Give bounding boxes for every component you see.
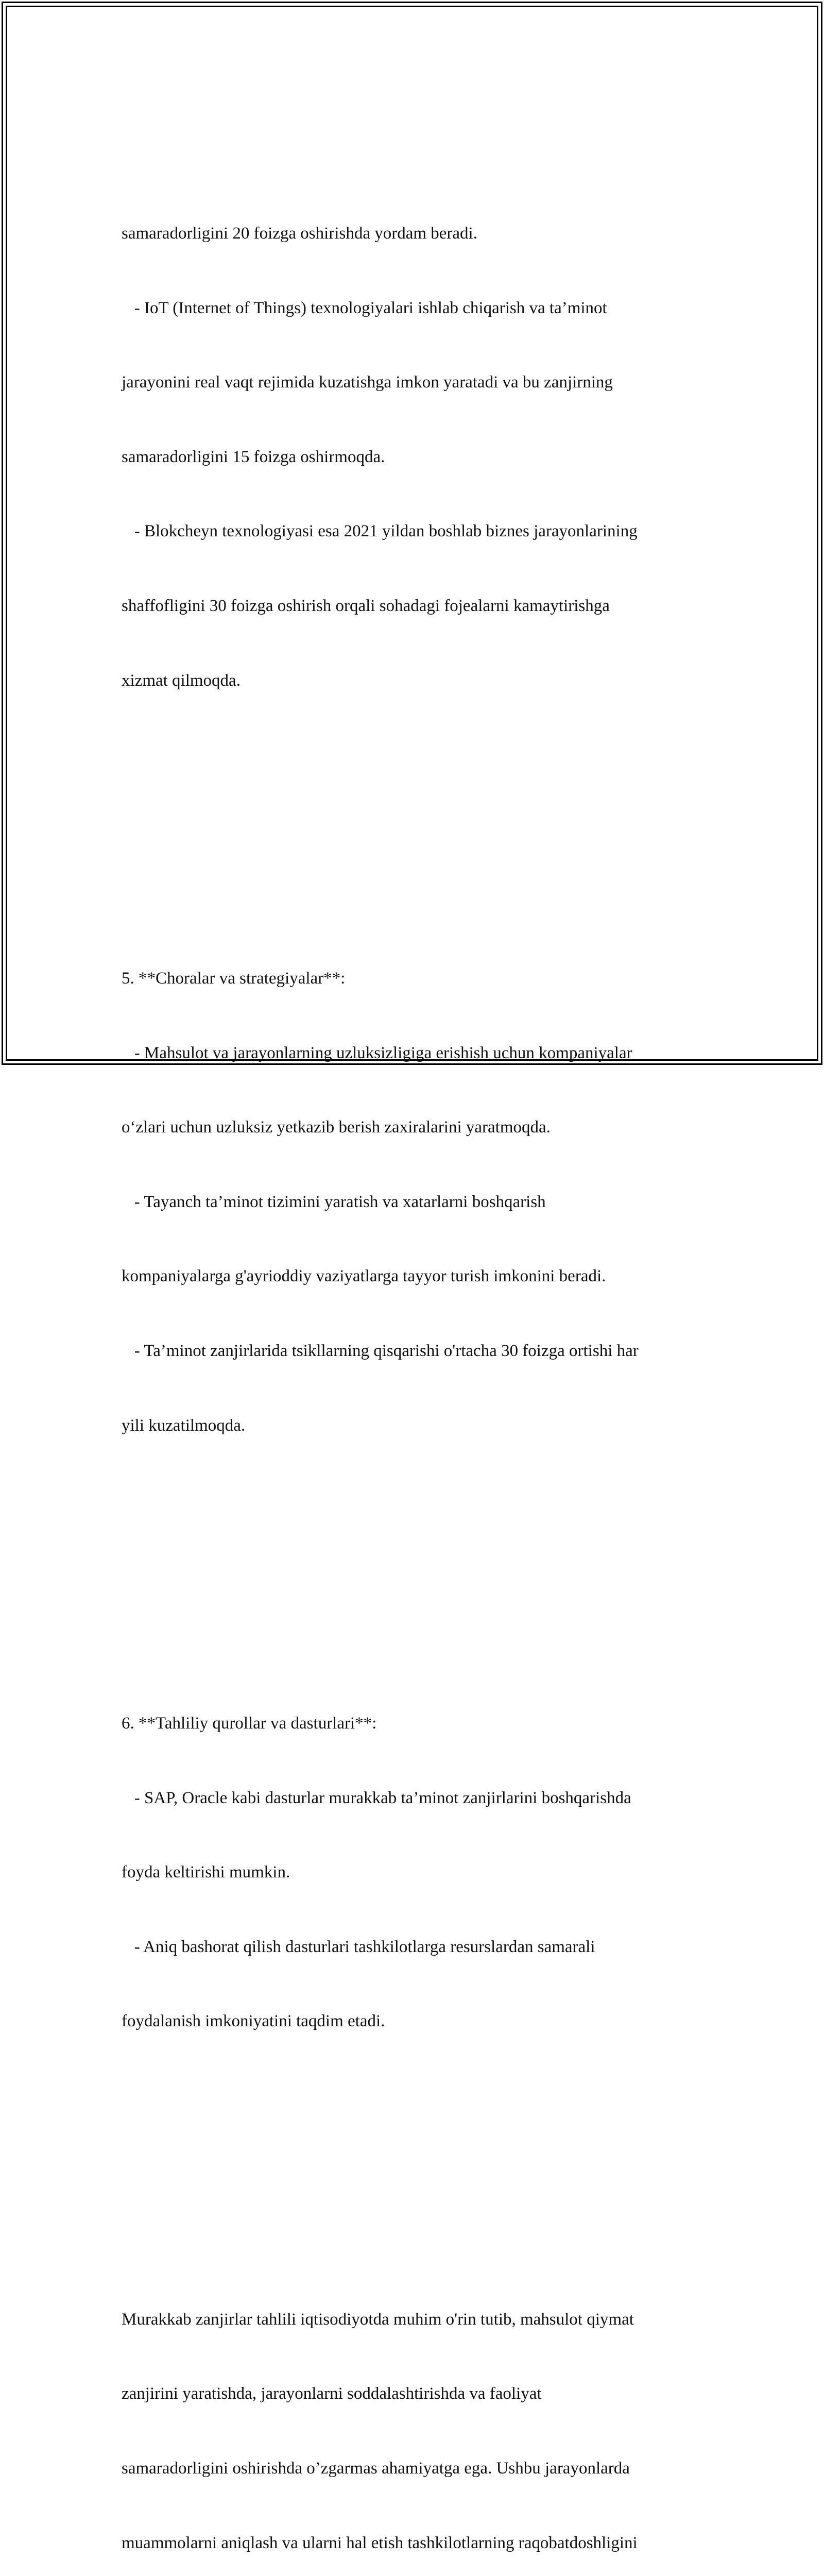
- paragraph-spacer: [122, 1537, 729, 1562]
- text-line: - SAP, Oracle kabi dasturlar murakkab ta’minot zanjirlarini boshqarishda: [122, 1788, 631, 1807]
- text-line: foydalanish imkoniyatini taqdim etadi.: [122, 2012, 385, 2031]
- text-line: jarayonini real vaqt rejimida kuzatishga imkon yaratadi va bu zanjirning: [122, 373, 613, 392]
- text-line: shaffofligini 30 foizga oshirish orqali sohadagi fojealarni kamaytirishga: [122, 596, 610, 615]
- paragraph-conclusion: [122, 2257, 729, 2576]
- section-heading: 6. **Tahliliy qurollar va dasturlari**:: [122, 1714, 377, 1733]
- text-line: - Ta’minot zanjirlarida tsikllarning qisqarishi o'rtacha 30 foizga ortishi har: [122, 1341, 639, 1360]
- paragraph-spacer: [122, 792, 729, 817]
- document-body: [122, 97, 729, 2576]
- text-line: o‘zlari uchun uzluksiz yetkazib berish zaxiralarini yaratmoqda.: [122, 1118, 551, 1137]
- text-line: samaradorligini oshirishda o’zgarmas ahamiyatga ega. Ushbu jarayonlarda: [122, 2459, 630, 2478]
- paragraph-spacer: [122, 2133, 729, 2158]
- text-line: samaradorligini 15 foizga oshirmoqda.: [122, 447, 385, 466]
- section-heading: 5. **Choralar va strategiyalar**:: [122, 969, 346, 988]
- text-line: Murakkab zanjirlar tahlili iqtisodiyotda muhim o'rin tutib, mahsulot qiymat: [122, 2310, 634, 2329]
- text-line: - Blokcheyn texnologiyasi esa 2021 yildan boshlab biznes jarayonlarining: [122, 522, 638, 541]
- text-line: zanjirini yaratishda, jarayonlarni soddalashtirishda va faoliyat: [122, 2384, 542, 2403]
- paragraph-technology-effects: [122, 172, 729, 743]
- text-line: foyda keltirishi mumkin.: [122, 1863, 290, 1882]
- text-line: - IoT (Internet of Things) texnologiyalari ishlab chiqarish va ta’minot: [122, 298, 607, 317]
- text-line: - Aniq bashorat qilish dasturlari tashkilotlarga resurslardan samarali: [122, 1937, 595, 1956]
- section-measures-strategies: [122, 917, 729, 1488]
- text-line: kompaniyalarga g'ayrioddiy vaziyatlarga tayyor turish imkonini beradi.: [122, 1267, 606, 1286]
- text-line: muammolarni aniqlash va ularni hal etish tashkilotlarning raqobatdoshligini: [122, 2533, 638, 2552]
- text-line: - Tayanch ta’minot tizimini yaratish va xatarlarni boshqarish: [122, 1192, 546, 1211]
- text-line: samaradorligini 20 foizga oshirishda yordam beradi.: [122, 224, 477, 243]
- text-line: - Mahsulot va jarayonlarning uzluksizligiga erishish uchun kompaniyalar: [122, 1043, 632, 1062]
- text-line: yili kuzatilmoqda.: [122, 1416, 246, 1435]
- text-line: xizmat qilmoqda.: [122, 671, 241, 690]
- section-analytical-tools: [122, 1662, 729, 2083]
